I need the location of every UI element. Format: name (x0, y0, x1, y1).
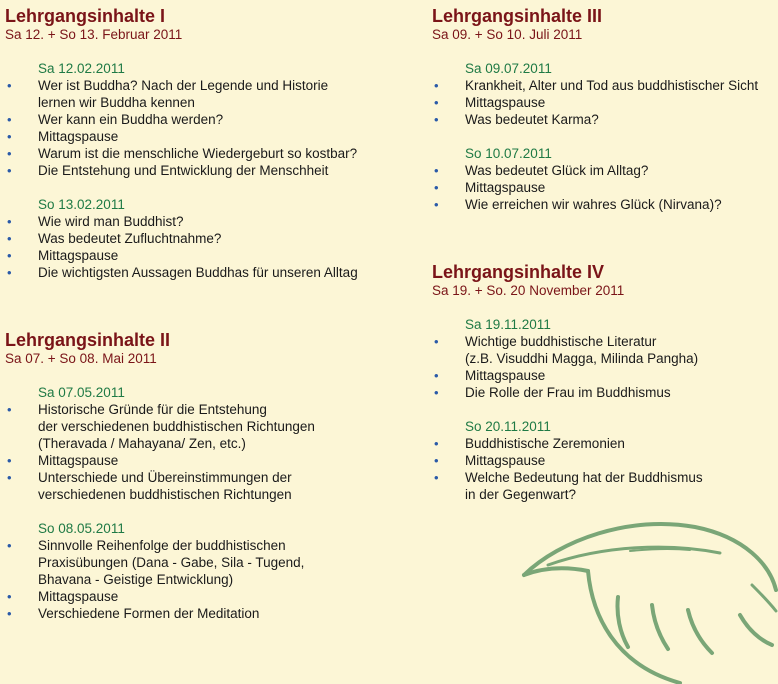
list-item (432, 384, 778, 401)
topic-text: Mittagspause (38, 453, 119, 468)
bullet-icon: • (434, 453, 439, 468)
bullet-icon: • (434, 470, 439, 485)
topic-text: Verschiedene Formen der Meditation (38, 606, 260, 621)
topic-text: Unterschiede und Übereinstimmungen der verschiedenen buddhistischen Richtungen (38, 470, 292, 502)
bullet-icon: • (434, 112, 439, 127)
topic-list (5, 213, 390, 281)
topic-text: Die wichtigsten Aussagen Buddhas für unseren Alltag (38, 265, 358, 280)
topic-text: Wer ist Buddha? Nach der Legende und Historie lernen wir Buddha kennen (38, 78, 329, 110)
bullet-icon: • (7, 214, 12, 229)
topic-text: Wer kann ein Buddha werden? (38, 112, 224, 127)
topic-text: Mittagspause (465, 180, 546, 195)
bullet-icon: • (434, 436, 439, 451)
section-title: Lehrgangsinhalte IV (432, 262, 605, 282)
bullet-icon: • (7, 453, 12, 468)
topic-text: Was bedeutet Karma? (465, 112, 599, 127)
bullet-icon: • (7, 606, 12, 621)
bullet-icon: • (7, 470, 12, 485)
topic-list (5, 77, 390, 179)
list-item (432, 196, 778, 213)
bullet-icon: • (7, 402, 12, 417)
bullet-icon: • (7, 112, 12, 127)
day-label: Sa 09.07.2011 (465, 61, 552, 76)
section-title: Lehrgangsinhalte I (5, 6, 166, 26)
section-3 (432, 6, 778, 213)
topic-text: Mittagspause (38, 589, 119, 604)
bullet-icon: • (434, 385, 439, 400)
topic-text: Wichtige buddhistische Literatur (z.B. Visuddhi Magga, Milinda Pangha) (465, 334, 699, 366)
section-dates: Sa 12. + So 13. Februar 2011 (5, 27, 183, 42)
day-label: So 13.02.2011 (38, 197, 125, 212)
topic-text: Sinnvolle Reihenfolge der buddhistischen Praxisübungen (Dana - Gabe, Sila - Tugend, Bhavana - Geistige Entwicklung) (38, 538, 305, 587)
section-4 (432, 262, 778, 503)
topic-text: Krankheit, Alter und Tod aus buddhistischer Sicht (465, 78, 759, 93)
bullet-icon: • (7, 129, 12, 144)
bullet-icon: • (7, 265, 12, 280)
list-item (5, 605, 390, 622)
list-item (5, 452, 390, 469)
list-item (5, 588, 390, 605)
day-label: So 10.07.2011 (465, 146, 552, 161)
day-label: So 20.11.2011 (465, 419, 551, 434)
topic-list (5, 537, 390, 622)
topic-text: Mittagspause (465, 95, 546, 110)
day-label: Sa 19.11.2011 (465, 317, 551, 332)
section-dates: Sa 09. + So 10. Juli 2011 (432, 27, 583, 42)
list-item (432, 94, 778, 111)
list-item (5, 401, 390, 452)
bullet-icon: • (7, 146, 12, 161)
day-label: Sa 12.02.2011 (38, 61, 125, 76)
bullet-icon: • (7, 78, 12, 93)
section-dates: Sa 19. + So. 20 November 2011 (432, 283, 625, 298)
list-item (432, 367, 778, 384)
list-item (5, 162, 390, 179)
bullet-icon: • (7, 538, 12, 553)
topic-text: Was bedeutet Zufluchtnahme? (38, 231, 222, 246)
topic-text: Welche Bedeutung hat der Buddhismus in der Gegenwart? (465, 470, 703, 502)
bullet-icon: • (7, 231, 12, 246)
section-title: Lehrgangsinhalte III (432, 6, 603, 26)
topic-text: Mittagspause (38, 248, 119, 263)
section-dates: Sa 07. + So 08. Mai 2011 (5, 351, 157, 366)
topic-list (432, 435, 778, 503)
bullet-icon: • (434, 163, 439, 178)
list-item (5, 145, 390, 162)
list-item (5, 469, 390, 503)
list-item (5, 128, 390, 145)
topic-list (5, 401, 390, 503)
topic-list (432, 77, 778, 128)
list-item (432, 435, 778, 452)
list-item (5, 213, 390, 230)
list-item (5, 77, 390, 111)
bullet-icon: • (434, 180, 439, 195)
topic-text: Wie wird man Buddhist? (38, 214, 184, 229)
list-item (5, 537, 390, 588)
topic-text: Wie erreichen wir wahres Glück (Nirvana)? (465, 197, 722, 212)
bullet-icon: • (434, 368, 439, 383)
list-item (432, 469, 778, 503)
bullet-icon: • (434, 334, 439, 349)
day-label: Sa 07.05.2011 (38, 385, 125, 400)
bullet-icon: • (7, 589, 12, 604)
topic-list (432, 162, 778, 213)
bullet-icon: • (434, 95, 439, 110)
bullet-icon: • (7, 248, 12, 263)
list-item (432, 77, 778, 94)
topic-text: Mittagspause (465, 453, 546, 468)
bullet-icon: • (7, 163, 12, 178)
bullet-icon: • (434, 197, 439, 212)
list-item (432, 333, 778, 367)
topic-text: Die Entstehung und Entwicklung der Menschheit (38, 163, 329, 178)
bodhi-leaf-outline-icon (520, 515, 778, 684)
topic-text: Mittagspause (465, 368, 546, 383)
list-item (5, 111, 390, 128)
topic-text: Die Rolle der Frau im Buddhismus (465, 385, 671, 400)
day-label: So 08.05.2011 (38, 521, 125, 536)
list-item (5, 264, 390, 281)
list-item (432, 111, 778, 128)
list-item (5, 230, 390, 247)
bullet-icon: • (434, 78, 439, 93)
list-item (5, 247, 390, 264)
topic-text: Warum ist die menschliche Wiedergeburt so kostbar? (38, 146, 358, 161)
section-2 (5, 330, 390, 622)
topic-text: Buddhistische Zeremonien (465, 436, 625, 451)
topic-text: Historische Gründe für die Entstehung der verschiedenen buddhistischen Richtungen (Theravada / Mahayana/ Zen, etc.) (38, 402, 315, 451)
list-item (432, 162, 778, 179)
list-item (432, 452, 778, 469)
section-1 (5, 6, 390, 281)
list-item (432, 179, 778, 196)
topic-text: Mittagspause (38, 129, 119, 144)
topic-text: Was bedeutet Glück im Alltag? (465, 163, 649, 178)
topic-list (432, 333, 778, 401)
section-title: Lehrgangsinhalte II (5, 330, 171, 350)
